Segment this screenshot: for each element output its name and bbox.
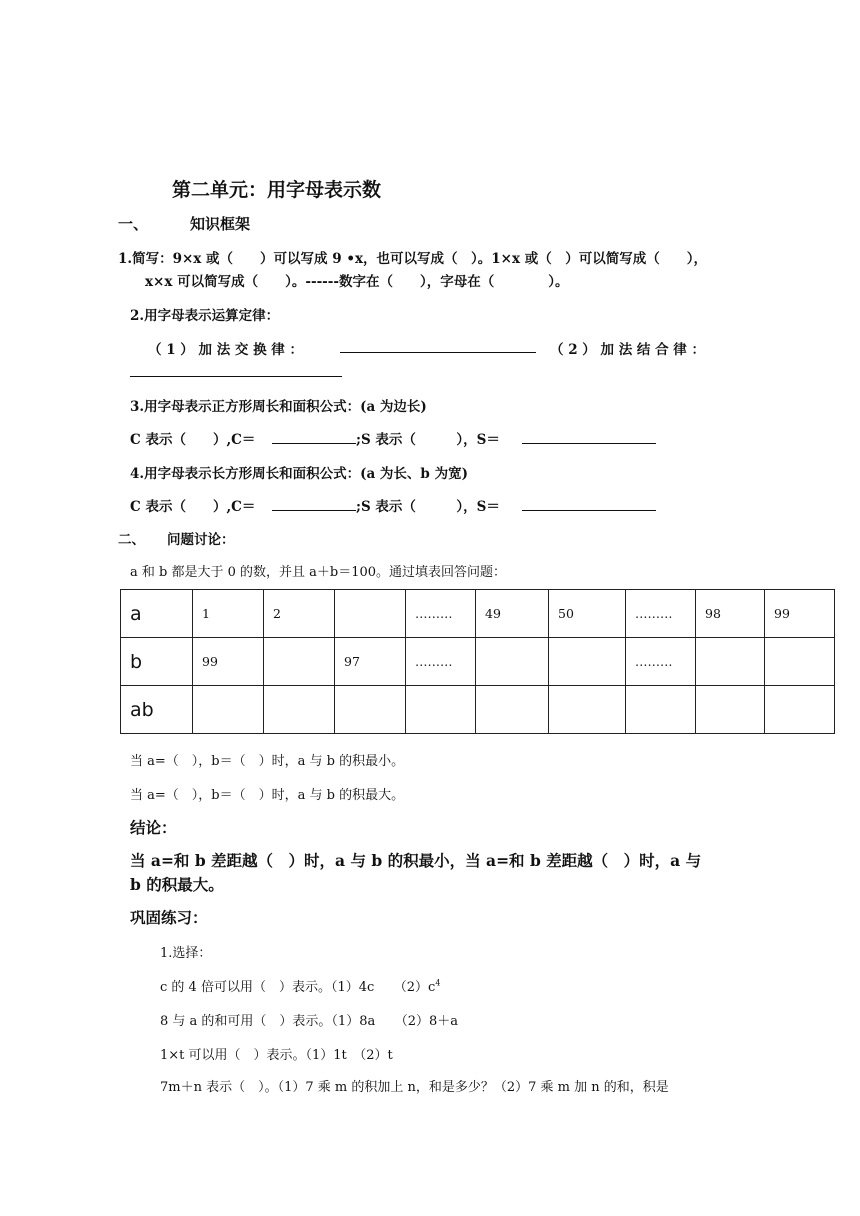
- table-cell: [765, 638, 835, 686]
- q3-title: 3.用字母表示正方形周长和面积公式：(a 为边长): [130, 399, 427, 415]
- associative-blank-line: [130, 376, 342, 377]
- q1-line1: 1.简写：9×x 或（ ）可以写成 9 •x，也可以写成（ ）。1×x 或（ ）可以简写成（ ），: [118, 251, 707, 267]
- table-cell: [476, 686, 549, 734]
- table-cell: [765, 686, 835, 734]
- row-header-cell: b: [121, 638, 193, 686]
- practice-item-1: [160, 976, 440, 995]
- table-cell: ………: [626, 590, 696, 638]
- practice-heading: 巩固练习：: [130, 908, 208, 927]
- table-row: [121, 590, 835, 638]
- when-min-text: 当 a=（ ），b＝（ ）时，a 与 b 的积最小。: [130, 754, 405, 769]
- section2-heading: 问题讨论：: [167, 532, 235, 548]
- practice-item-1-text: c 的 4 倍可以用（ ）表示。（1）4c （2）c: [160, 980, 436, 995]
- table-cell: ………: [406, 638, 476, 686]
- when-max-text: 当 a=（ ），b＝（ ）时，a 与 b 的积最大。: [130, 788, 405, 803]
- table-cell: 98: [696, 590, 765, 638]
- table-cell: [696, 638, 765, 686]
- section1-heading: 知识框架: [190, 215, 251, 233]
- table-cell: ………: [406, 590, 476, 638]
- practice-item-4: 7m＋n 表示（ ）。（1）7 乘 m 的积加上 n，和是多少？（2）7 乘 m 加 n 的和，积是: [160, 1080, 669, 1095]
- conclusion-line1: 当 a=和 b 差距越（ ）时，a 与 b 的积最小，当 a=和 b 差距越（ ）时，a 与: [130, 851, 702, 870]
- commutative-blank-line: [340, 352, 536, 353]
- table-cell: [193, 686, 264, 734]
- q3-c-label: C 表示（ ）,C＝: [130, 432, 256, 448]
- page-title: 第二单元：用字母表示数: [172, 179, 382, 201]
- table-cell: 97: [335, 638, 406, 686]
- table-cell: [406, 686, 476, 734]
- q2-associative-label: （ 2 ） 加 法 结 合 律 ：: [550, 342, 705, 358]
- table-intro: a 和 b 都是大于 0 的数，并且 a＋b＝100。通过填表回答问题：: [130, 565, 507, 580]
- row-header-cell: a: [121, 590, 193, 638]
- practice-choose-label: 1.选择：: [160, 946, 212, 961]
- conclusion-heading: 结论：: [130, 818, 177, 837]
- exponent-superscript: 4: [435, 978, 441, 988]
- table-cell: 2: [264, 590, 335, 638]
- table-cell: 50: [549, 590, 626, 638]
- table-cell: 99: [765, 590, 835, 638]
- q4-c-blank-line: [272, 510, 356, 511]
- q3-s-blank-line: [522, 443, 656, 444]
- q2-commutative-label: （ 1 ） 加 法 交 换 律 ：: [148, 342, 303, 358]
- q1-line2: x×x 可以简写成（ ）。------数字在（ ），字母在（ ）。: [145, 274, 569, 290]
- q4-c-label: C 表示（ ）,C＝: [130, 499, 256, 515]
- table-cell: 1: [193, 590, 264, 638]
- table-cell: [335, 590, 406, 638]
- section2-number: 二、: [118, 532, 145, 548]
- table-cell: [549, 686, 626, 734]
- table-cell: ………: [626, 638, 696, 686]
- table-cell: [626, 686, 696, 734]
- table-row: [121, 638, 835, 686]
- q2-title: 2.用字母表示运算定律：: [130, 308, 280, 324]
- conclusion-line2: b 的积最大。: [130, 875, 224, 894]
- table-cell: 99: [193, 638, 264, 686]
- q4-s-blank-line: [522, 510, 656, 511]
- table-cell: [335, 686, 406, 734]
- q3-c-blank-line: [272, 443, 356, 444]
- row-header-cell: ab: [121, 686, 193, 734]
- table-cell: [476, 638, 549, 686]
- table-row: [121, 686, 835, 734]
- table-cell: [696, 686, 765, 734]
- practice-item-2: 8 与 a 的和可用（ ）表示。（1）8a （2）8＋a: [160, 1014, 459, 1029]
- q4-s-label: ;S 表示（ ），S＝: [356, 499, 500, 515]
- table-cell: [264, 638, 335, 686]
- table-cell: [264, 686, 335, 734]
- section1-number: 一、: [118, 215, 149, 233]
- q3-s-label: ;S 表示（ ），S＝: [356, 432, 500, 448]
- practice-item-3: 1×t 可以用（ ）表示。（1）1t （2）t: [160, 1048, 393, 1063]
- q4-title: 4.用字母表示长方形周长和面积公式：(a 为长、b 为宽): [130, 466, 468, 482]
- table-cell: 49: [476, 590, 549, 638]
- value-table: [120, 589, 835, 734]
- table-cell: [549, 638, 626, 686]
